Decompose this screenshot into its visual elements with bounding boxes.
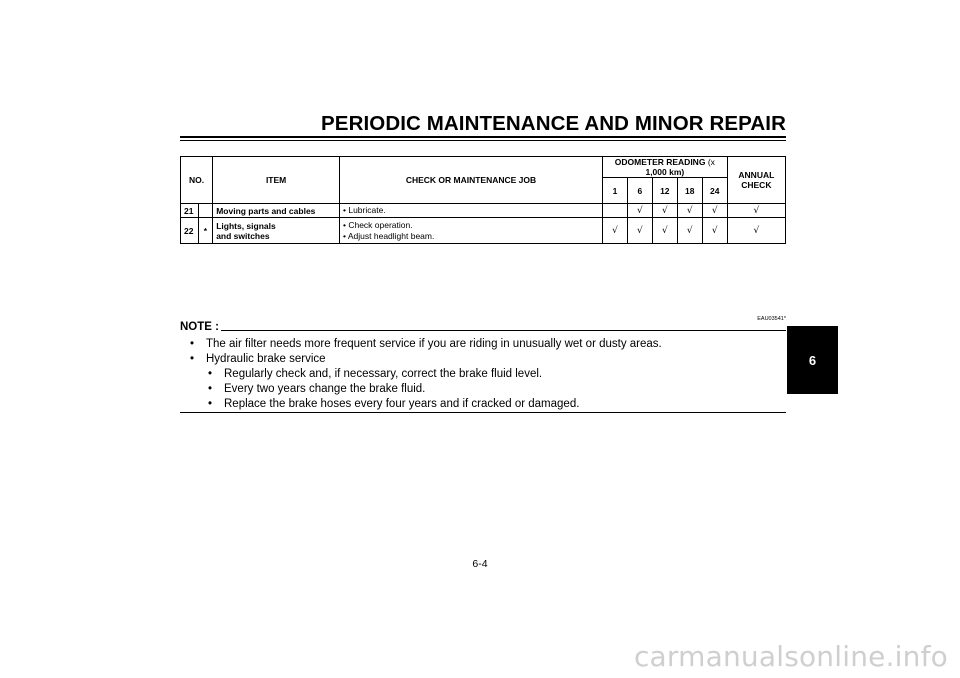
note-item [190, 352, 662, 367]
header-odometer [602, 157, 727, 178]
item-line: Lights, signals [216, 220, 276, 231]
item-line: and switches [216, 230, 270, 241]
row-mark: * [198, 218, 213, 244]
note-list [190, 337, 662, 412]
check-cell: √ [652, 218, 677, 244]
title-rule-thin [180, 140, 786, 141]
note-subitem [190, 382, 662, 397]
section-code: EAU03541* [757, 316, 786, 322]
note-text: The air filter needs more frequent service if you are riding in unusually wet or dusty areas. [206, 338, 662, 350]
note-rule-top [221, 330, 786, 331]
check-cell: √ [627, 204, 652, 218]
odometer-col-24: 24 [702, 178, 727, 204]
maintenance-table [180, 156, 786, 244]
row-job [340, 204, 603, 218]
note-subitem [190, 367, 662, 382]
odometer-col-6: 6 [627, 178, 652, 204]
header-item: ITEM [213, 157, 340, 204]
note-text: Regularly check and, if necessary, correct the brake fluid level. [224, 368, 543, 380]
note-text: Every two years change the brake fluid. [224, 383, 426, 395]
check-cell: √ [677, 204, 702, 218]
annual-line1: ANNUAL [738, 170, 775, 180]
job-line: • Check operation. [343, 220, 599, 231]
annual-line2: CHECK [741, 180, 772, 190]
note-label: NOTE : [180, 321, 219, 333]
note-text: Replace the brake hoses every four years and if cracked or damaged. [224, 398, 580, 410]
odometer-col-18: 18 [677, 178, 702, 204]
bullet-icon: • [190, 338, 195, 350]
check-cell: √ [702, 218, 727, 244]
page-title: PERIODIC MAINTENANCE AND MINOR REPAIR [321, 112, 786, 135]
bullet-icon: • [190, 353, 195, 365]
check-cell: √ [602, 218, 627, 244]
job-line: • Adjust headlight beam. [343, 231, 599, 242]
row-job [340, 218, 603, 244]
check-cell: √ [627, 218, 652, 244]
check-cell: √ [702, 204, 727, 218]
bullet-icon: • [208, 368, 213, 380]
bullet-icon: • [208, 383, 213, 395]
check-cell [602, 204, 627, 218]
header-no: NO. [181, 157, 213, 204]
job-line: • Lubricate. [343, 205, 599, 216]
check-cell: √ [677, 218, 702, 244]
note-rule-bottom [180, 412, 786, 413]
odometer-label: ODOMETER READING [614, 157, 706, 167]
row-item: Moving parts and cables [213, 204, 340, 218]
header-job: CHECK OR MAINTENANCE JOB [340, 157, 603, 204]
odometer-col-1: 1 [602, 178, 627, 204]
bullet-icon: • [208, 398, 213, 410]
chapter-tab: 6 [787, 326, 838, 394]
row-item [213, 218, 340, 244]
title-rule-thick [180, 136, 786, 138]
odometer-unit-value: 1,000 km) [645, 167, 685, 177]
table-row [181, 204, 786, 218]
odometer-col-12: 12 [652, 178, 677, 204]
page-number: 6-4 [472, 558, 488, 570]
row-number: 22 [181, 218, 199, 244]
note-item [190, 337, 662, 352]
note-text: Hydraulic brake service [206, 353, 326, 365]
row-number: 21 [181, 204, 199, 218]
check-cell: √ [652, 204, 677, 218]
check-cell: √ [727, 204, 785, 218]
check-cell: √ [727, 218, 785, 244]
note-subitem [190, 397, 662, 412]
watermark: carmanualsonline.info [633, 640, 948, 673]
odometer-unit-x: (x [707, 157, 715, 167]
row-mark [198, 204, 213, 218]
header-annual-check [727, 157, 785, 204]
table-row [181, 218, 786, 244]
